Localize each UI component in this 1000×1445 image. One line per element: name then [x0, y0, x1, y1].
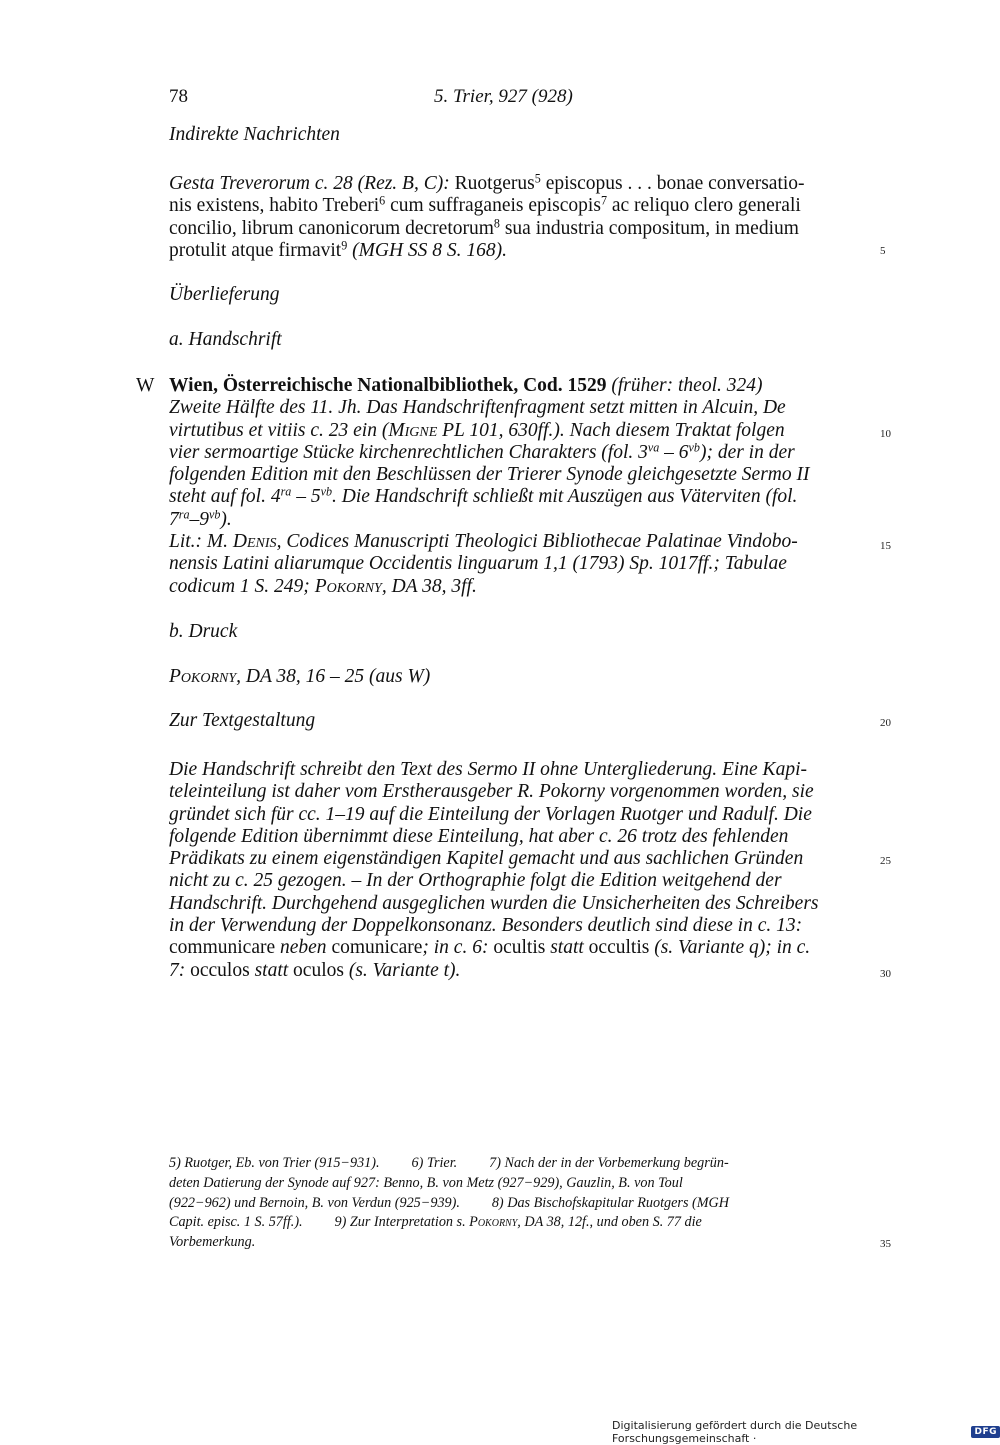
running-title: 5. Trier, 927 (928): [434, 86, 573, 107]
druck-reference: Pokorny, DA 38, 16 – 25 (aus W): [169, 666, 431, 687]
manuscript-description: Wien, Österreichische Nationalbibliothek, Cod. 1529 (früher: theol. 324) Zweite Hälfte des 11. Jh. Das Handschriftenfragment setzt mitten in Alcuin, De virtutibus et vitiis c. 23 ein (Migne PL 101, 630ff.). Nach diesem Traktat folgen vier sermoartige Stücke kirchenrechtlichen Charakters (fol. $3^{va} - 6^{vb}$); der in der folgenden Edition mit den Beschlüssen der Trierer Synode gleichgesetzte Sermo II steht auf fol. $4^{ra} - 5^{vb}$. Die Handschrift schließt mit Auszügen aus Väterviten (fol. $7^{ra}-9^{vb}$). Lit.: M. Denis, Codices Manuscripti Theologici Bibliothecae Palatinae Vindobo- nensis Latini aliarumque Occidentis linguarum 1,1 (1793) Sp. 1017ff.; Tabulae codicum 1 S. 249; Pokorny, DA 38, 3ff.: [169, 375, 810, 597]
line-number-10: 10: [880, 428, 891, 440]
footnote-7: 7) Nach der in der Vorbemerkung begrün-: [489, 1155, 729, 1171]
subheading-druck: b. Druck: [169, 621, 238, 642]
page-number: 78: [169, 86, 188, 107]
line-number-15: 15: [880, 540, 891, 552]
section-heading-ueberlieferung: Überlieferung: [169, 284, 280, 305]
footnote-8: 8) Das Bischofskapitular Ruotgers (MGH: [491, 1194, 730, 1211]
dfg-logo-icon: DFG: [971, 1426, 1000, 1438]
line-number-5: 5: [880, 245, 886, 257]
section-heading-indirekte: Indirekte Nachrichten: [169, 124, 340, 145]
line-number-25: 25: [880, 855, 891, 867]
footnotes: 5) Ruotger, Eb. von Trier (915−931). 6) Trier. 7) Nach der in der Vorbemerkung begrün- deten Datierung der Synode auf 927: Benno, B. von Metz (927−929), Gauzlin, B. von Toul (922−962) und Bernoin, B. von Verdun (925−939). 8) Das Bischofskapitular Ruotgers (MGH Capit. episc. 1 S. 57ff.). 9) Zur Interpretation s. Pokorny, DA 38, 12f., und oben S. 77 die Vorbemerkung.: [169, 1155, 730, 1251]
line-number-20: 20: [880, 717, 891, 729]
manuscript-siglum: W: [136, 375, 155, 396]
footnote-9: 9) Zur Interpretation s. Pokorny, DA 38, 12f., und oben S. 77 die: [334, 1214, 702, 1231]
digitization-credit: [612, 1419, 1000, 1445]
digitization-credit-text: Digitalisierung gefördert durch die Deutsche Forschungsgemeinschaft ·: [612, 1419, 858, 1445]
footnote-5: 5) Ruotger, Eb. von Trier (915−931).: [169, 1155, 380, 1171]
indirekte-text: Gesta Treverorum c. 28 (Rez. B, C): Ruotgerus$^5$ episcopus . . . bonae conversatio- nis existens, habito Treberi$^6$ cum suffraganeis episcopis$^7$ ac reliquo clero generali concilio, librum canonicorum decretorum$^8$ sua industria compositum, in medium protulit atque firmavit$^9$ (MGH SS 8 S. 168).: [169, 171, 805, 261]
subheading-handschrift: a. Handschrift: [169, 329, 282, 350]
footnote-6: 6) Trier.: [411, 1155, 458, 1171]
line-number-35: 35: [880, 1238, 891, 1250]
section-heading-textgestaltung: Zur Textgestaltung: [169, 710, 316, 731]
line-number-30: 30: [880, 968, 891, 980]
textgestaltung-text: Die Handschrift schreibt den Text des Sermo II ohne Untergliederung. Eine Kapi- teleinteilung ist daher vom Erstherausgeber R. Pokorny vorgenommen worden, sie gründet sich für cc. 1–19 auf die Einteilung der Vorlagen Ruotger und Radulf. Die folgende Edition übernimmt diese Einteilung, hat aber c. 26 trotz des fehlenden Prädikats zu einem eigenständigen Kapitel gemacht und aus sachlichen Gründen nicht zu c. 25 gezogen. – In der Orthographie folgt die Edition weitgehend der Handschrift. Durchgehend ausgeglichen wurden die Unsicherheiten des Schreibers in der Verwendung der Doppelkonsonanz. Besonders deutlich sind diese in c. 13: communicare neben comunicare; in c. 6: ocultis statt occultis (s. Variante q); in c. 7: occulos statt oculos (s. Variante t).: [169, 759, 819, 981]
